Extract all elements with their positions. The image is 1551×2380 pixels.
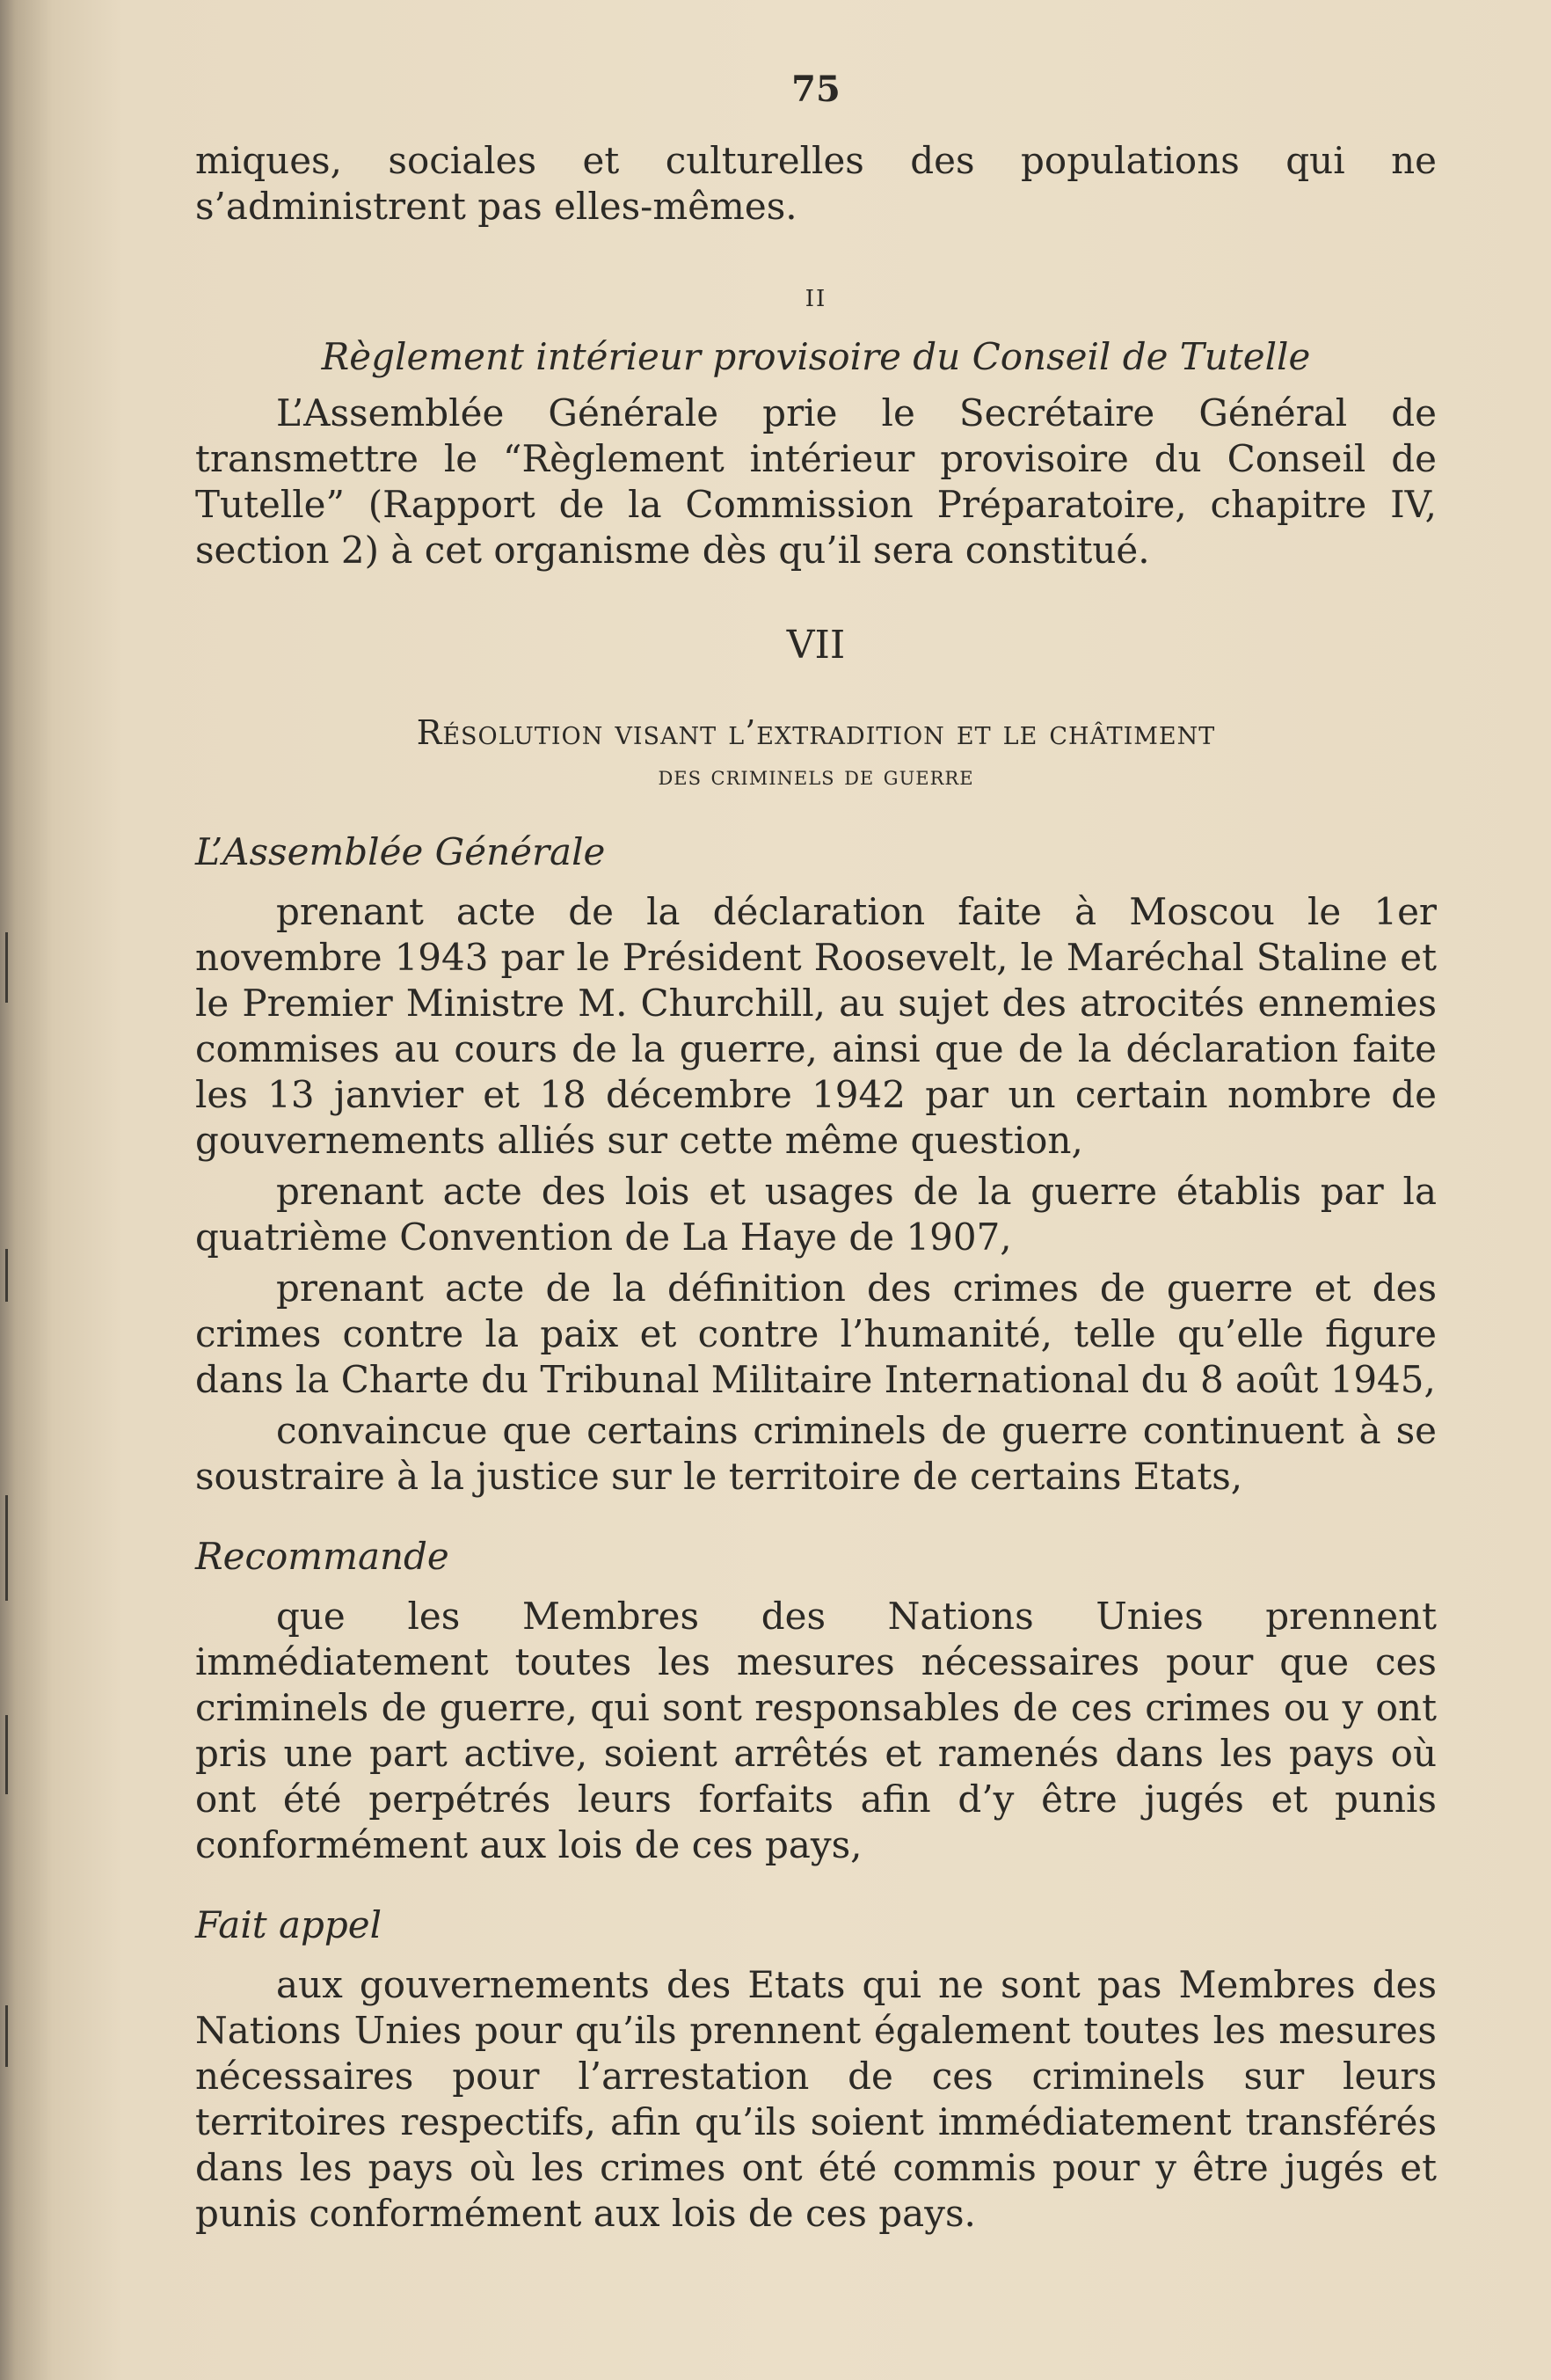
section-ii-numeral: II (805, 286, 827, 312)
consideration-paragraph: prenant acte de la déclaration faite à Moscou le 1er novembre 1943 par le Président Roosevelt, le Maréchal Staline et le Premier Ministre M. Churchill, au sujet des atrocités ennemies commises au cours de la guerre, ainsi que de la déclaration faite les 13 janvier et 18 décembre 1942 par un certain nombre de gouvernements alliés sur cette même question, (195, 890, 1437, 1162)
section-ii-heading: Règlement intérieur provisoire du Conseil de Tutelle (321, 335, 1311, 378)
consideration-paragraph: convaincue que certains criminels de guerre continuent à se soustraire à la justice sur le territoire de certains Etats, (195, 1409, 1437, 1498)
section-ii-body: L’Assemblée Générale prie le Secrétaire Général de transmettre le “Règlement intérieur provisoire du Conseil de Tutelle” (Rapport de la Commission Préparatoire, chapitre IV, section 2) à cet organisme dès qu’il sera constitué. (195, 391, 1437, 572)
consideration-paragraph: prenant acte des lois et usages de la guerre établis par la quatrième Convention de La Haye de 1907, (195, 1170, 1437, 1259)
section-vii-title-line2: des criminels de guerre (658, 761, 974, 792)
section-vii-title-line1: Résolution visant l’extradition et le châtiment (416, 713, 1216, 752)
page-number: 75 (791, 69, 841, 110)
section-vii-numeral: VII (786, 623, 846, 668)
opening-paragraph: miques, sociales et culturelles des populations qui ne s’administrent pas elles-mêmes. (195, 139, 1437, 228)
binding-edge-mark (5, 1495, 8, 1601)
fait-appel-label: Fait appel (195, 1903, 382, 1946)
binding-edge-mark (5, 932, 8, 1003)
recommande-text: que les Membres des Nations Unies prennent immédiatement toutes les mesures nécessaires pour que ces criminels de guerre, qui sont responsables de ces crimes ou y ont pris une part active, soient arrêtés et ramenés dans les pays où ont été perpétrés leurs forfaits afin d’y être jugés et punis conformément aux lois de ces pays, (195, 1595, 1437, 1866)
binding-edge-mark (5, 1249, 8, 1302)
fait-appel-text: aux gouvernements des Etats qui ne sont pas Membres des Nations Unies pour qu’ils prennent également toutes les mesures nécessaires pour l’arrestation de ces criminels sur leurs territoires respectifs, afin qu’ils soient immédiatement transférés dans les pays où les crimes ont été commis pour y être jugés et punis conformément aux lois de ces pays. (195, 1963, 1437, 2235)
binding-edge-mark (5, 1715, 8, 1794)
consideration-paragraph: prenant acte de la définition des crimes de guerre et des crimes contre la paix et contre l’humanité, telle qu’elle figure dans la Charte du Tribunal Militaire International du 8 août 1945, (195, 1267, 1437, 1401)
assembly-lead: L’Assemblée Générale (195, 830, 606, 873)
recommande-label: Recommande (195, 1535, 449, 1578)
page-content (195, 53, 1437, 2237)
binding-edge-mark (5, 2005, 8, 2067)
